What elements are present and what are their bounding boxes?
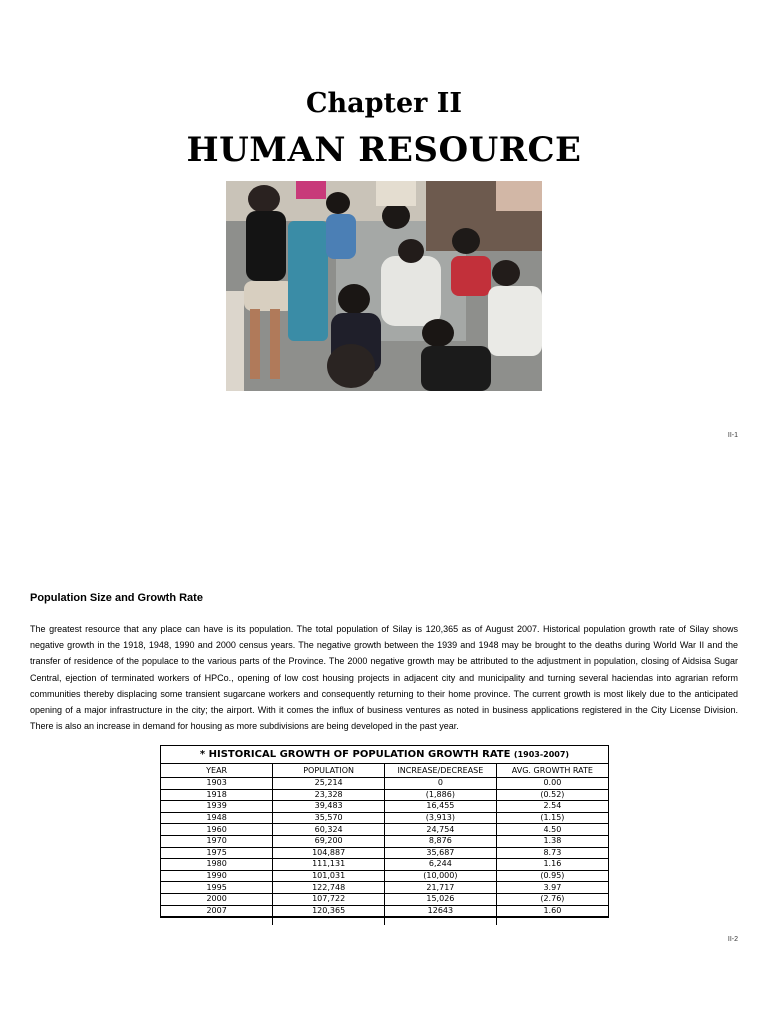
- cell-avg-growth-rate: 4.50: [496, 824, 608, 836]
- cell-population: 25,214: [273, 778, 385, 790]
- cell-population: 101,031: [273, 870, 385, 882]
- cell-avg-growth-rate: 8.73: [496, 847, 608, 859]
- empty-cell: [496, 917, 608, 926]
- cell-increase-decrease: 12643: [385, 905, 497, 917]
- cell-increase-decrease: 0: [385, 778, 497, 790]
- header-population: POPULATION: [273, 764, 385, 778]
- table-empty-row: [161, 917, 608, 926]
- cell-year: 1995: [161, 882, 273, 894]
- empty-cell: [273, 917, 385, 926]
- population-data-table: [161, 764, 608, 925]
- cell-population: 69,200: [273, 835, 385, 847]
- cell-increase-decrease: 6,244: [385, 859, 497, 871]
- header-increase-decrease: INCREASE/DECREASE: [385, 764, 497, 778]
- cell-increase-decrease: 21,717: [385, 882, 497, 894]
- cell-increase-decrease: 24,754: [385, 824, 497, 836]
- table-title: [161, 746, 608, 764]
- cell-avg-growth-rate: (0.95): [496, 870, 608, 882]
- cell-avg-growth-rate: 0.00: [496, 778, 608, 790]
- cell-avg-growth-rate: 3.97: [496, 882, 608, 894]
- header-year: YEAR: [161, 764, 273, 778]
- cell-year: 1948: [161, 812, 273, 824]
- table-row: [161, 835, 608, 847]
- cell-population: 107,722: [273, 893, 385, 905]
- cell-avg-growth-rate: 1.38: [496, 835, 608, 847]
- empty-cell: [385, 917, 497, 926]
- cell-year: 1918: [161, 789, 273, 801]
- cell-population: 104,887: [273, 847, 385, 859]
- cell-year: 1990: [161, 870, 273, 882]
- table-row: [161, 893, 608, 905]
- cell-year: 1975: [161, 847, 273, 859]
- table-row: [161, 801, 608, 813]
- cell-year: 2000: [161, 893, 273, 905]
- cell-increase-decrease: (10,000): [385, 870, 497, 882]
- cell-avg-growth-rate: (1.15): [496, 812, 608, 824]
- cell-increase-decrease: (3,913): [385, 812, 497, 824]
- table-header-row: [161, 764, 608, 778]
- cell-population: 39,483: [273, 801, 385, 813]
- cell-year: 1980: [161, 859, 273, 871]
- table-row: [161, 882, 608, 894]
- page-number: II-1: [727, 432, 738, 439]
- population-table: [160, 745, 609, 918]
- table-row: [161, 905, 608, 917]
- cell-population: 23,328: [273, 789, 385, 801]
- cell-increase-decrease: 16,455: [385, 801, 497, 813]
- page-title: HUMAN RESOURCE: [186, 130, 582, 170]
- cell-year: 1939: [161, 801, 273, 813]
- cell-year: 2007: [161, 905, 273, 917]
- table-row: [161, 789, 608, 801]
- cell-population: 35,570: [273, 812, 385, 824]
- table-row: [161, 870, 608, 882]
- cell-year: 1960: [161, 824, 273, 836]
- cell-population: 111,131: [273, 859, 385, 871]
- table-row: [161, 778, 608, 790]
- empty-cell: [161, 917, 273, 926]
- table-title-years: (1903-2007): [513, 750, 570, 759]
- header-avg-growth-rate: AVG. GROWTH RATE: [496, 764, 608, 778]
- page-number: II-2: [727, 936, 738, 943]
- cell-population: 60,324: [273, 824, 385, 836]
- cell-increase-decrease: 35,687: [385, 847, 497, 859]
- cell-year: 1903: [161, 778, 273, 790]
- cell-avg-growth-rate: 1.60: [496, 905, 608, 917]
- cell-population: 120,365: [273, 905, 385, 917]
- cell-population: 122,748: [273, 882, 385, 894]
- table-row: [161, 859, 608, 871]
- cell-year: 1970: [161, 835, 273, 847]
- table-row: [161, 847, 608, 859]
- community-photo: [226, 181, 542, 391]
- cell-avg-growth-rate: 2.54: [496, 801, 608, 813]
- cell-increase-decrease: (1,886): [385, 789, 497, 801]
- cell-avg-growth-rate: (0.52): [496, 789, 608, 801]
- section-paragraph: The greatest resource that any place can have is its population. The total population of Silay is 120,365 as of August 2007. Historical population growth rate of Silay shows negative growth in the 1918, 1948, 1990 and 2000 census years. The negative growth between the 1939 and 1948 may be brought to the deaths during World War II and the transfer of residence of the populace to the various parts of the Province. The 2000 negative growth may be attributed to the adjustment in population, closing of Aidsisa Sugar Central, ejection of terminated workers of HPCo., opening of low cost housing projects in adjacent city and municipality and turning several haciendas into agrarian reform communities thereby displacing some transient sugarcane workers and consequently returning to their home province. The current growth is most likely due to the anticipated opening of a major infrastructure in the city; the airport. With it comes the influx of business ventures as noted in business applications registered in the City License Division. There is also an increase in demand for housing as more subdivisions are being developed in the past year.: [30, 624, 738, 732]
- table-title-text: * HISTORICAL GROWTH OF POPULATION GROWTH RATE: [199, 749, 511, 760]
- cell-avg-growth-rate: (2.76): [496, 893, 608, 905]
- chapter-label: Chapter II: [305, 88, 463, 119]
- table-body: [161, 778, 608, 926]
- table-row: [161, 812, 608, 824]
- table-row: [161, 824, 608, 836]
- section-heading: Population Size and Growth Rate: [30, 592, 203, 604]
- cell-increase-decrease: 8,876: [385, 835, 497, 847]
- cell-avg-growth-rate: 1.16: [496, 859, 608, 871]
- cell-increase-decrease: 15,026: [385, 893, 497, 905]
